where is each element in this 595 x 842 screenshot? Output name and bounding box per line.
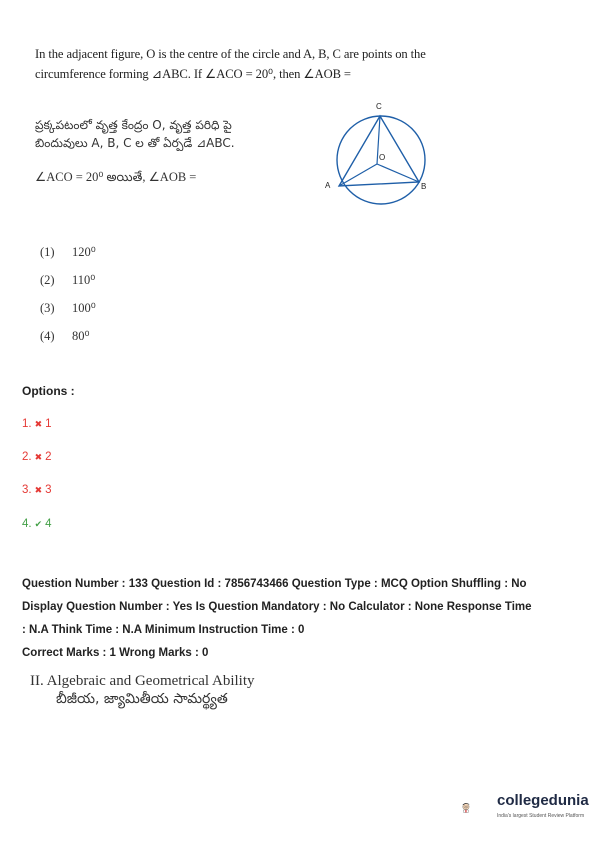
collegedunia-logo-icon <box>461 787 497 827</box>
answer-option-3 <box>40 300 96 316</box>
choice-2 <box>22 451 52 463</box>
answer-option-number: (2) <box>40 273 55 287</box>
choice-value: 4 <box>45 518 52 530</box>
segment-ob <box>377 164 419 182</box>
choice-4 <box>22 518 52 530</box>
cross-icon: ✖ <box>34 485 43 495</box>
answer-option-2 <box>40 272 95 288</box>
question-english-line-2: circumference forming ⊿ABC. If ∠ACO = 20⁰, then ∠AOB = <box>35 67 351 81</box>
options-heading: Options : <box>22 384 75 398</box>
question-text-telugu <box>35 116 335 152</box>
label-o: O <box>379 153 386 162</box>
question-telugu-line-2: బిందువులు A, B, C ల తో ఏర్పడే ⊿ABC. <box>35 136 235 150</box>
choice-index: 2. <box>22 451 32 463</box>
check-icon: ✔ <box>34 519 43 529</box>
question-telugu-line-1: ప్రక్కపటంలో వృత్త కేంద్రం O, వృత్త పరిధి పై <box>35 118 232 132</box>
answer-option-value: 80⁰ <box>72 329 90 343</box>
question-metadata <box>22 573 582 665</box>
choice-1 <box>22 418 52 430</box>
metadata-line-3: : N.A Think Time : N.A Minimum Instruction Time : 0 <box>22 624 305 636</box>
cross-icon: ✖ <box>34 419 43 429</box>
circle-triangle-figure <box>325 98 437 216</box>
question-text-english <box>35 44 465 84</box>
metadata-line-2: Display Question Number : Yes Is Question Mandatory : No Calculator : None Response Time <box>22 601 532 613</box>
metadata-line-1: Question Number : 133 Question Id : 7856743466 Question Type : MCQ Option Shuffling : No <box>22 578 527 590</box>
question-english-line-1: In the adjacent figure, O is the centre of the circle and A, B, C are points on the <box>35 47 426 61</box>
choice-index: 4. <box>22 518 32 530</box>
choice-value: 3 <box>45 484 52 496</box>
label-b: B <box>421 182 427 191</box>
answer-option-4 <box>40 328 90 344</box>
brand-name: collegedunia <box>497 792 589 809</box>
metadata-line-4: Correct Marks : 1 Wrong Marks : 0 <box>22 647 209 659</box>
label-a: A <box>325 181 331 190</box>
answer-option-number: (1) <box>40 245 55 259</box>
section-heading-english: II. Algebraic and Geometrical Ability <box>30 673 255 689</box>
answer-option-value: 100⁰ <box>72 301 96 315</box>
choice-value: 1 <box>45 418 52 430</box>
choice-value: 2 <box>45 451 52 463</box>
answer-option-value: 110⁰ <box>72 273 96 287</box>
label-c: C <box>376 102 382 111</box>
choice-index: 3. <box>22 484 32 496</box>
answer-option-value: 120⁰ <box>72 245 96 259</box>
brand-tagline: India's largest Student Review Platform <box>497 813 585 819</box>
answer-option-1 <box>40 244 96 260</box>
question-telugu-formula: ∠ACO = 20⁰ అయితే, ∠AOB = <box>35 170 197 184</box>
cross-icon: ✖ <box>34 452 43 462</box>
choice-index: 1. <box>22 418 32 430</box>
section-heading-telugu: బీజీయ, జ్యామితీయ సామర్థ్యత <box>56 691 228 707</box>
answer-option-number: (3) <box>40 301 55 315</box>
answer-option-number: (4) <box>40 329 55 343</box>
choice-3 <box>22 484 52 496</box>
